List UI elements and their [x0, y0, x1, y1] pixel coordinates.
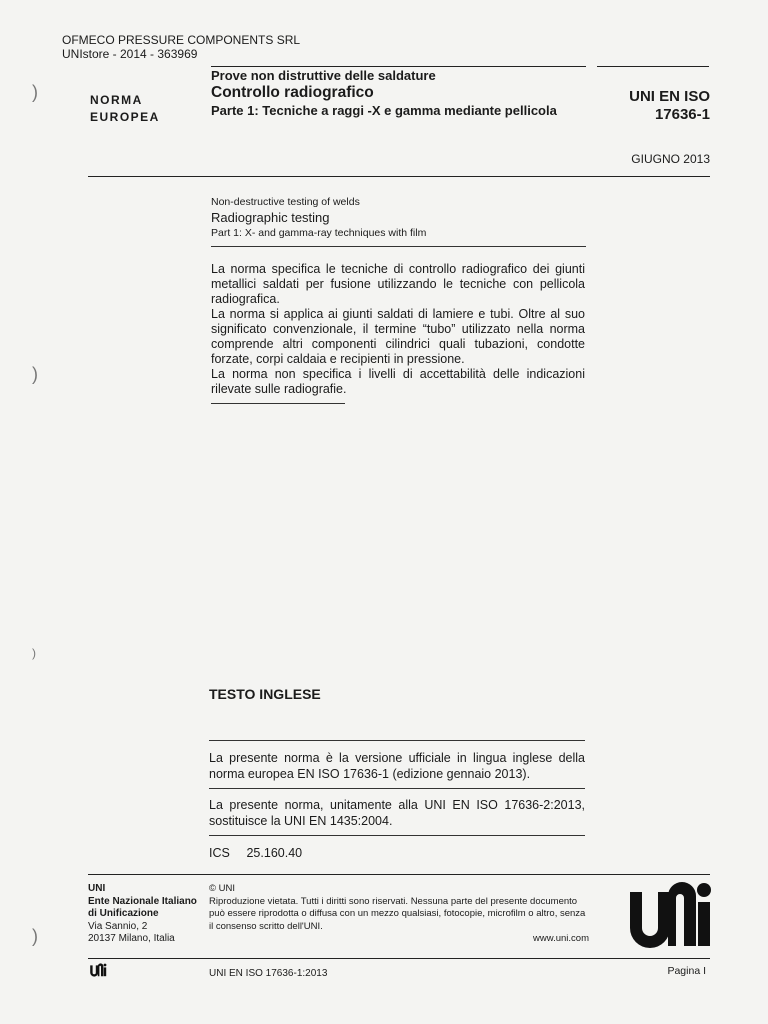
title-line-2: Controllo radiografico — [211, 84, 374, 101]
title-top-rule — [211, 66, 586, 67]
publisher-address-2: 20137 Milano, Italia — [88, 933, 175, 944]
europea-label: EUROPEA — [90, 110, 160, 124]
publisher-info — [88, 883, 197, 946]
page-number: Pagina I — [667, 965, 706, 977]
binder-mark: ) — [32, 926, 38, 946]
publisher-line-1: Ente Nazionale Italiano — [88, 895, 197, 907]
company-name: OFMECO PRESSURE COMPONENTS SRL — [62, 33, 301, 47]
footer-top-rule — [88, 874, 710, 875]
english-title-line-1: Non-destructive testing of welds — [211, 196, 360, 208]
binder-mark: ) — [32, 364, 38, 384]
publisher-line-2: di Unificazione — [88, 908, 159, 919]
binder-mark: ) — [32, 82, 38, 102]
uni-logo — [624, 880, 714, 950]
section-rule — [209, 740, 585, 741]
website-link[interactable]: www.uni.com — [533, 933, 589, 944]
supersedes-note: La presente norma, unitamente alla UNI EN ISO 17636-2:2013, sostituisce la UNI EN 1435:2004. — [209, 798, 585, 828]
english-title-rule — [211, 246, 586, 247]
ics-label: ICS — [209, 846, 230, 860]
page-header — [62, 33, 300, 61]
section-rule — [209, 835, 585, 836]
ics-value: 25.160.40 — [246, 846, 303, 860]
publisher-name: UNI — [88, 883, 106, 894]
footer-standard-code: UNI EN ISO 17636-1:2013 — [209, 968, 328, 979]
standard-code-line-2: 17636-1 — [654, 106, 710, 123]
testo-inglese-heading: TESTO INGLESE — [209, 686, 321, 702]
header-divider — [88, 176, 710, 177]
official-version-note: La presente norma è la versione ufficiale in lingua inglese della norma europea EN ISO 17636-1 (edizione gennaio 2013). — [209, 751, 585, 781]
english-title-line-3: Part 1: X- and gamma-ray techniques with film — [211, 227, 427, 239]
standard-code — [600, 88, 710, 124]
standard-code-line-1: UNI EN ISO — [629, 88, 710, 105]
copyright-symbol: © UNI — [209, 883, 235, 894]
copyright-notice — [209, 883, 589, 946]
publisher-address-1: Via Sannio, 2 — [88, 920, 148, 932]
code-top-rule — [597, 66, 709, 67]
section-rule — [209, 788, 585, 789]
italian-title — [211, 68, 557, 119]
binder-mark: ) — [32, 646, 36, 660]
scope-paragraph: La norma specifica le tecniche di controllo radiografico dei giunti metallici saldati per fusione utilizzando le tecniche con pellicola radiografica. — [211, 262, 585, 306]
scope-description — [211, 262, 585, 397]
scope-end-rule — [211, 403, 345, 404]
footer-bottom-rule — [88, 958, 710, 959]
store-line: UNIstore - 2014 - 363969 — [62, 47, 198, 61]
english-title-line-2: Radiographic testing — [211, 210, 330, 225]
norma-label: NORMA — [90, 93, 143, 107]
ics-classification — [209, 846, 302, 860]
norma-europea-label — [90, 92, 160, 126]
english-title — [211, 195, 426, 240]
uni-small-logo — [88, 963, 108, 977]
title-line-3: Parte 1: Tecniche a raggi -X e gamma mediante pellicola — [211, 103, 557, 118]
scope-paragraph: La norma si applica ai giunti saldati di lamiere e tubi. Oltre al suo significato convenzionale, il termine “tubo” utilizzato nella norma comprende altri componenti cilindrici quali tubazioni, condotte forzate, corpi caldaia e recipienti in pressione. — [211, 307, 585, 366]
scope-paragraph: La norma non specifica i livelli di accettabilità delle indicazioni rilevate sulle radiografie. — [211, 367, 585, 396]
copyright-text: Riproduzione vietata. Tutti i diritti sono riservati. Nessuna parte del presente documento può essere riprodotta o diffusa con un mezzo qualsiasi, fotocopie, microfilm o altro, senza il consenso scritto dell'UNI. — [209, 895, 586, 932]
title-line-1: Prove non distruttive delle saldature — [211, 68, 436, 83]
publication-date: GIUGNO 2013 — [631, 152, 710, 166]
